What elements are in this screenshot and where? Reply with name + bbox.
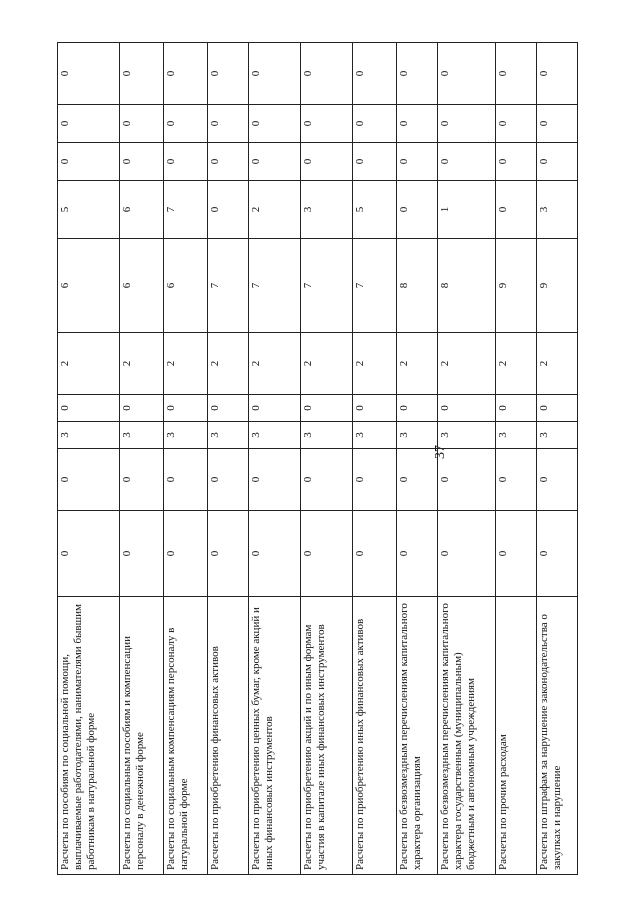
cell-code-10: 0 <box>496 43 537 105</box>
cell-code-1: 0 <box>249 511 301 597</box>
cell-code-6: 7 <box>301 239 353 333</box>
row-label: Расчеты по приобретению акций и по иным формам участия в капитале иных финансовых инструментов <box>301 597 353 875</box>
cell-code-8: 0 <box>58 143 120 181</box>
table-row <box>496 43 537 875</box>
cell-code-5: 2 <box>397 333 438 395</box>
row-label: Расчеты по приобретению иных финансовых активов <box>353 597 397 875</box>
cell-code-2: 0 <box>301 449 353 511</box>
cell-code-7: 1 <box>438 181 496 239</box>
cell-code-9: 0 <box>496 105 537 143</box>
cell-code-10: 0 <box>397 43 438 105</box>
cell-code-4: 0 <box>120 395 164 422</box>
cell-code-8: 0 <box>397 143 438 181</box>
cell-code-1: 0 <box>58 511 120 597</box>
cell-code-4: 0 <box>301 395 353 422</box>
cell-code-5: 2 <box>353 333 397 395</box>
accounts-table <box>57 42 578 875</box>
cell-code-4: 0 <box>249 395 301 422</box>
cell-code-9: 0 <box>353 105 397 143</box>
cell-code-1: 0 <box>208 511 249 597</box>
cell-code-3: 3 <box>58 422 120 449</box>
cell-code-9: 0 <box>58 105 120 143</box>
cell-code-4: 0 <box>353 395 397 422</box>
cell-code-6: 7 <box>208 239 249 333</box>
cell-code-4: 0 <box>537 395 578 422</box>
cell-code-1: 0 <box>438 511 496 597</box>
cell-code-10: 0 <box>301 43 353 105</box>
cell-code-4: 0 <box>208 395 249 422</box>
table-row <box>438 43 496 875</box>
cell-code-6: 7 <box>249 239 301 333</box>
cell-code-8: 0 <box>353 143 397 181</box>
cell-code-6: 9 <box>496 239 537 333</box>
row-label: Расчеты по штрафам за нарушение законодательства о закупках и нарушение <box>537 597 578 875</box>
cell-code-6: 7 <box>353 239 397 333</box>
cell-code-2: 0 <box>249 449 301 511</box>
row-label: Расчеты по приобретению финансовых активов <box>208 597 249 875</box>
cell-code-1: 0 <box>496 511 537 597</box>
cell-code-3: 3 <box>496 422 537 449</box>
cell-code-7: 0 <box>496 181 537 239</box>
cell-code-10: 0 <box>208 43 249 105</box>
cell-code-10: 0 <box>120 43 164 105</box>
cell-code-10: 0 <box>249 43 301 105</box>
table-row <box>353 43 397 875</box>
table-row <box>58 43 120 875</box>
cell-code-7: 3 <box>537 181 578 239</box>
cell-code-8: 0 <box>301 143 353 181</box>
cell-code-5: 2 <box>249 333 301 395</box>
cell-code-8: 0 <box>164 143 208 181</box>
cell-code-3: 3 <box>120 422 164 449</box>
cell-code-3: 3 <box>353 422 397 449</box>
cell-code-8: 0 <box>249 143 301 181</box>
row-label: Расчеты по безвозмездным перечислениям капитального характера государственным (муниципальным) бюджетным и автономным учреждениям <box>438 597 496 875</box>
cell-code-9: 0 <box>397 105 438 143</box>
table-body <box>58 43 578 875</box>
cell-code-3: 3 <box>208 422 249 449</box>
cell-code-2: 0 <box>353 449 397 511</box>
cell-code-2: 0 <box>537 449 578 511</box>
cell-code-6: 6 <box>58 239 120 333</box>
cell-code-2: 0 <box>208 449 249 511</box>
cell-code-8: 0 <box>208 143 249 181</box>
cell-code-4: 0 <box>164 395 208 422</box>
cell-code-9: 0 <box>208 105 249 143</box>
cell-code-5: 2 <box>164 333 208 395</box>
cell-code-10: 0 <box>164 43 208 105</box>
table-row <box>301 43 353 875</box>
cell-code-5: 2 <box>537 333 578 395</box>
cell-code-2: 0 <box>438 449 496 511</box>
cell-code-9: 0 <box>164 105 208 143</box>
cell-code-3: 3 <box>249 422 301 449</box>
cell-code-3: 3 <box>301 422 353 449</box>
cell-code-7: 6 <box>120 181 164 239</box>
cell-code-2: 0 <box>397 449 438 511</box>
cell-code-10: 0 <box>438 43 496 105</box>
cell-code-6: 9 <box>537 239 578 333</box>
cell-code-9: 0 <box>249 105 301 143</box>
cell-code-6: 8 <box>397 239 438 333</box>
cell-code-2: 0 <box>120 449 164 511</box>
cell-code-2: 0 <box>496 449 537 511</box>
cell-code-1: 0 <box>164 511 208 597</box>
cell-code-9: 0 <box>301 105 353 143</box>
cell-code-5: 2 <box>496 333 537 395</box>
cell-code-1: 0 <box>353 511 397 597</box>
cell-code-4: 0 <box>397 395 438 422</box>
cell-code-5: 2 <box>208 333 249 395</box>
row-label: Расчеты по пособиям по социальной помощи, выплачиваемые работодателями, нанимателями бывшим работникам в натуральной форме <box>58 597 120 875</box>
cell-code-7: 5 <box>353 181 397 239</box>
row-label: Расчеты по социальным компенсациям персоналу в натуральной форме <box>164 597 208 875</box>
cell-code-2: 0 <box>58 449 120 511</box>
cell-code-5: 2 <box>58 333 120 395</box>
table-row <box>249 43 301 875</box>
row-label: Расчеты по безвозмездным перечислениям капитального характера организациям <box>397 597 438 875</box>
cell-code-4: 0 <box>58 395 120 422</box>
cell-code-5: 2 <box>301 333 353 395</box>
cell-code-1: 0 <box>397 511 438 597</box>
table-row <box>537 43 578 875</box>
row-label: Расчеты по приобретению ценных бумаг, кроме акций и иных финансовых инструментов <box>249 597 301 875</box>
cell-code-7: 7 <box>164 181 208 239</box>
cell-code-10: 0 <box>353 43 397 105</box>
cell-code-3: 3 <box>164 422 208 449</box>
cell-code-3: 3 <box>438 422 496 449</box>
table-row <box>164 43 208 875</box>
page-number: 37 <box>433 445 448 459</box>
cell-code-1: 0 <box>120 511 164 597</box>
cell-code-1: 0 <box>301 511 353 597</box>
cell-code-10: 0 <box>537 43 578 105</box>
cell-code-7: 0 <box>208 181 249 239</box>
cell-code-5: 2 <box>120 333 164 395</box>
cell-code-6: 6 <box>120 239 164 333</box>
cell-code-3: 3 <box>537 422 578 449</box>
cell-code-3: 3 <box>397 422 438 449</box>
cell-code-4: 0 <box>438 395 496 422</box>
cell-code-1: 0 <box>537 511 578 597</box>
row-label: Расчеты по прочим расходам <box>496 597 537 875</box>
cell-code-8: 0 <box>438 143 496 181</box>
cell-code-8: 0 <box>537 143 578 181</box>
cell-code-9: 0 <box>438 105 496 143</box>
table-row <box>397 43 438 875</box>
cell-code-6: 8 <box>438 239 496 333</box>
cell-code-4: 0 <box>496 395 537 422</box>
cell-code-7: 3 <box>301 181 353 239</box>
cell-code-9: 0 <box>120 105 164 143</box>
table-row <box>120 43 164 875</box>
cell-code-6: 6 <box>164 239 208 333</box>
cell-code-5: 2 <box>438 333 496 395</box>
cell-code-10: 0 <box>58 43 120 105</box>
cell-code-8: 0 <box>120 143 164 181</box>
cell-code-8: 0 <box>496 143 537 181</box>
row-label: Расчеты по социальным пособиям и компенсации персоналу в денежной форме <box>120 597 164 875</box>
cell-code-7: 0 <box>397 181 438 239</box>
table-row <box>208 43 249 875</box>
cell-code-2: 0 <box>164 449 208 511</box>
cell-code-7: 2 <box>249 181 301 239</box>
rotated-page-content <box>57 70 577 875</box>
cell-code-9: 0 <box>537 105 578 143</box>
cell-code-7: 5 <box>58 181 120 239</box>
